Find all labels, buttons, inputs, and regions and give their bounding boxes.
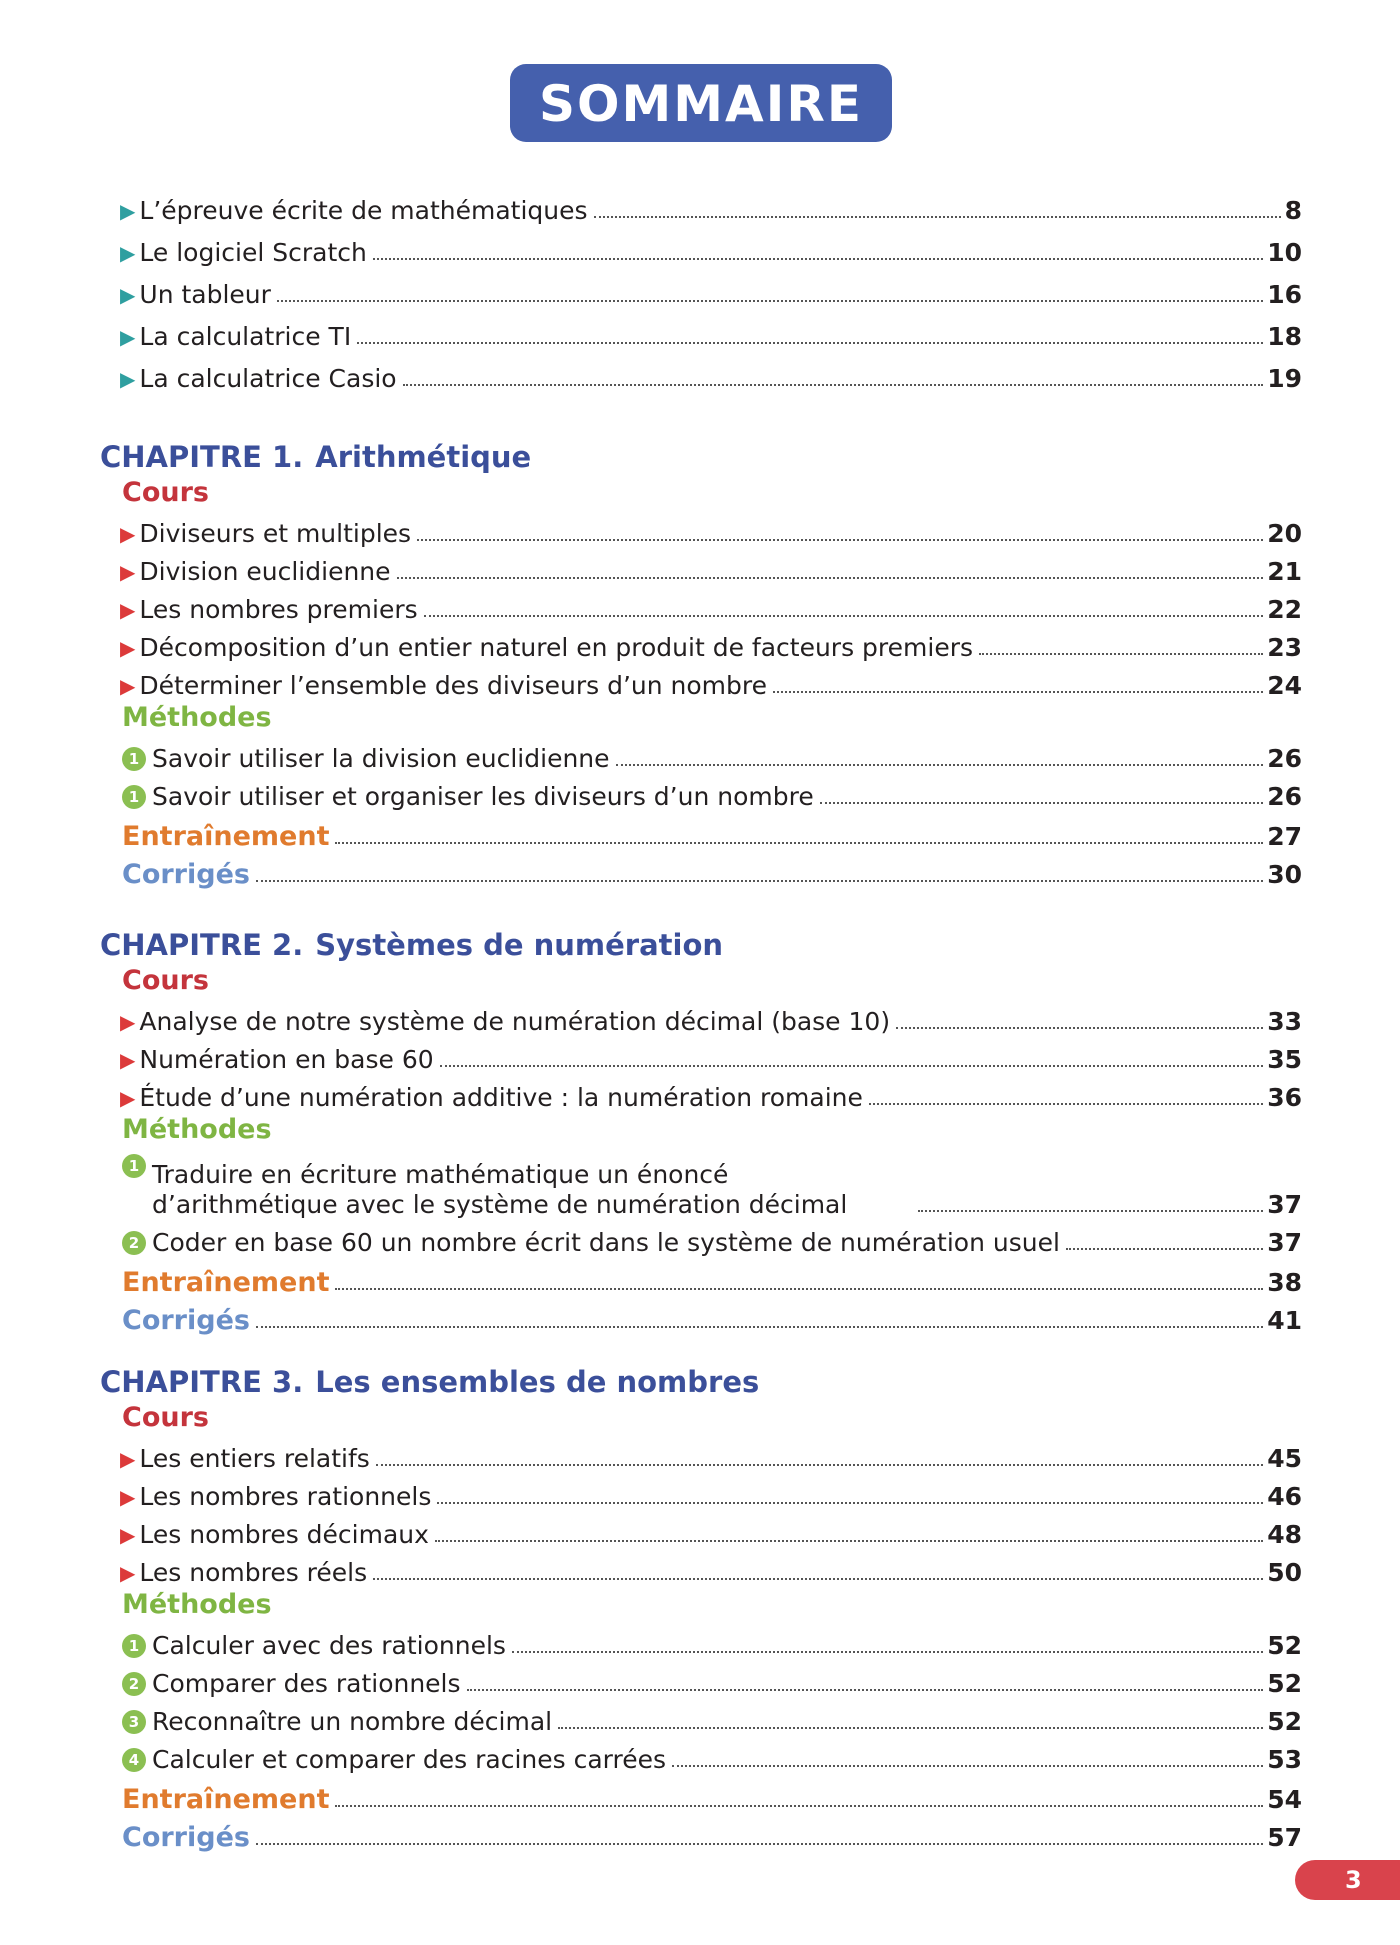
triangle-bullet-icon: ▶	[120, 636, 136, 660]
triangle-bullet-icon: ▶	[120, 1523, 136, 1547]
toc-entry-corriges[interactable]	[122, 1817, 1302, 1853]
section-cours: Cours	[122, 477, 209, 508]
toc-entry[interactable]	[120, 1039, 1302, 1075]
triangle-bullet-icon: ▶	[120, 1086, 136, 1110]
dot-leader	[376, 1464, 1263, 1466]
toc-entry[interactable]	[120, 1514, 1302, 1550]
entry-page: 53	[1267, 1745, 1302, 1774]
dot-leader	[437, 1502, 1263, 1504]
entry-label: Les nombres premiers	[139, 595, 418, 624]
entry-page: 35	[1267, 1045, 1302, 1074]
entry-label: Les entiers relatifs	[139, 1444, 370, 1473]
entry-label: Corrigés	[122, 1305, 250, 1336]
triangle-bullet-icon: ▶	[120, 1048, 136, 1072]
entry-page: 26	[1267, 744, 1302, 773]
dot-leader	[1066, 1248, 1263, 1250]
dot-leader	[467, 1689, 1264, 1691]
triangle-bullet-icon: ▶	[120, 283, 136, 307]
dot-leader	[672, 1765, 1263, 1767]
dot-leader	[397, 577, 1264, 579]
method-number-icon: 1	[122, 785, 146, 809]
toc-entry[interactable]	[120, 738, 1302, 774]
triangle-bullet-icon: ▶	[120, 325, 136, 349]
toc-entry[interactable]	[120, 1150, 1302, 1220]
dot-leader	[558, 1727, 1263, 1729]
entry-label: Entraînement	[122, 821, 330, 852]
section-cours: Cours	[122, 1402, 209, 1433]
entry-page: 50	[1267, 1558, 1302, 1587]
toc-entry[interactable]	[120, 776, 1302, 812]
method-number-icon: 1	[122, 747, 146, 771]
toc-entry[interactable]	[120, 1438, 1302, 1474]
triangle-bullet-icon: ▶	[120, 560, 136, 584]
chapter-number: CHAPITRE 3.	[100, 1365, 304, 1399]
entry-page: 45	[1267, 1444, 1302, 1473]
section-methodes: Méthodes	[122, 1114, 272, 1145]
dot-leader	[773, 691, 1263, 693]
entry-label: L’épreuve écrite de mathématiques	[139, 196, 588, 225]
entry-page: 41	[1267, 1306, 1302, 1335]
dot-leader	[616, 764, 1264, 766]
page-number-badge: 3	[1295, 1860, 1400, 1900]
entry-page: 48	[1267, 1520, 1302, 1549]
entry-page: 57	[1267, 1823, 1302, 1852]
entry-label: Les nombres réels	[139, 1558, 368, 1587]
toc-entry[interactable]	[120, 358, 1302, 394]
entry-page: 30	[1267, 860, 1302, 889]
triangle-bullet-icon: ▶	[120, 522, 136, 546]
dot-leader	[417, 539, 1263, 541]
dot-leader	[435, 1540, 1263, 1542]
chapter-name: Les ensembles de nombres	[315, 1365, 760, 1399]
dot-leader	[256, 1326, 1263, 1328]
triangle-bullet-icon: ▶	[120, 1561, 136, 1585]
toc-entry[interactable]	[120, 665, 1302, 701]
entry-label: Traduire en écriture mathématique un énoncé d’arithmétique avec le système de numération décimal	[152, 1160, 848, 1219]
dot-leader	[594, 216, 1281, 218]
entry-label: Calculer avec des rationnels	[152, 1631, 506, 1660]
entry-page: 16	[1267, 280, 1302, 309]
entry-label: Savoir utiliser la division euclidienne	[152, 744, 610, 773]
triangle-bullet-icon: ▶	[120, 1010, 136, 1034]
dot-leader	[335, 1288, 1263, 1290]
entry-page: 52	[1267, 1669, 1302, 1698]
entry-label: Un tableur	[139, 280, 271, 309]
toc-entry-corriges[interactable]	[122, 1300, 1302, 1336]
dot-leader	[440, 1065, 1264, 1067]
chapter-heading[interactable]	[100, 928, 723, 962]
toc-entry-entrainement[interactable]	[122, 1779, 1302, 1815]
entry-label: Corrigés	[122, 1822, 250, 1853]
chapter-number: CHAPITRE 2.	[100, 928, 304, 962]
dot-leader	[277, 300, 1263, 302]
dot-leader	[896, 1027, 1263, 1029]
toc-entry[interactable]	[120, 274, 1302, 310]
entry-label: Étude d’une numération additive : la numération romaine	[139, 1083, 863, 1112]
dot-leader	[256, 880, 1263, 882]
triangle-bullet-icon: ▶	[120, 241, 136, 265]
toc-entry[interactable]	[120, 1476, 1302, 1512]
toc-entry-corriges[interactable]	[122, 854, 1302, 890]
toc-entry[interactable]	[120, 1625, 1302, 1661]
toc-entry[interactable]	[120, 316, 1302, 352]
toc-entry[interactable]	[120, 1222, 1302, 1258]
toc-entry[interactable]	[120, 1001, 1302, 1037]
entry-label: Coder en base 60 un nombre écrit dans le système de numération usuel	[152, 1228, 1060, 1257]
dot-leader	[820, 802, 1263, 804]
triangle-bullet-icon: ▶	[120, 674, 136, 698]
section-cours: Cours	[122, 965, 209, 996]
entry-page: 20	[1267, 519, 1302, 548]
entry-label: Division euclidienne	[139, 557, 391, 586]
toc-entry[interactable]	[120, 627, 1302, 663]
toc-entry-entrainement[interactable]	[122, 816, 1302, 852]
toc-entry[interactable]	[120, 232, 1302, 268]
toc-entry[interactable]	[120, 1077, 1302, 1113]
entry-label: La calculatrice TI	[139, 322, 352, 351]
toc-entry[interactable]	[120, 1552, 1302, 1588]
triangle-bullet-icon: ▶	[120, 1485, 136, 1509]
entry-label: Numération en base 60	[139, 1045, 434, 1074]
method-number-icon: 1	[122, 1154, 146, 1178]
toc-entry[interactable]	[120, 551, 1302, 587]
entry-page: 37	[1267, 1228, 1302, 1257]
entry-label: Analyse de notre système de numération décimal (base 10)	[139, 1007, 891, 1036]
entry-label: Les nombres décimaux	[139, 1520, 429, 1549]
dot-leader	[256, 1843, 1263, 1845]
toc-entry[interactable]	[120, 513, 1302, 549]
triangle-bullet-icon: ▶	[120, 1447, 136, 1471]
entry-page: 24	[1267, 671, 1302, 700]
chapter-name: Arithmétique	[315, 440, 532, 474]
entry-page: 37	[1267, 1190, 1302, 1219]
dot-leader	[373, 1578, 1263, 1580]
triangle-bullet-icon: ▶	[120, 367, 136, 391]
chapter-heading[interactable]	[100, 440, 531, 474]
entry-page: 26	[1267, 782, 1302, 811]
entry-label: Entraînement	[122, 1267, 330, 1298]
entry-page: 8	[1284, 196, 1302, 225]
entry-label: Le logiciel Scratch	[139, 238, 367, 267]
entry-page: 18	[1267, 322, 1302, 351]
dot-leader	[373, 258, 1263, 260]
entry-label: Calculer et comparer des racines carrées	[152, 1745, 667, 1774]
section-methodes: Méthodes	[122, 702, 272, 733]
entry-label: Comparer des rationnels	[152, 1669, 461, 1698]
entry-label: Reconnaître un nombre décimal	[152, 1707, 553, 1736]
dot-leader	[335, 842, 1263, 844]
triangle-bullet-icon: ▶	[120, 199, 136, 223]
entry-page: 33	[1267, 1007, 1302, 1036]
section-methodes: Méthodes	[122, 1589, 272, 1620]
dot-leader	[918, 1210, 1263, 1212]
dot-leader	[357, 342, 1263, 344]
toc-entry[interactable]	[120, 1739, 1302, 1775]
entry-page: 38	[1267, 1268, 1302, 1297]
entry-page: 52	[1267, 1631, 1302, 1660]
toc-entry[interactable]	[120, 190, 1302, 226]
method-number-icon: 1	[122, 1634, 146, 1658]
method-number-icon: 2	[122, 1672, 146, 1696]
dot-leader	[424, 615, 1264, 617]
toc-entry[interactable]	[120, 1663, 1302, 1699]
dot-leader	[869, 1103, 1263, 1105]
entry-label: Les nombres rationnels	[139, 1482, 432, 1511]
dot-leader	[403, 384, 1264, 386]
entry-page: 19	[1267, 364, 1302, 393]
method-number-icon: 4	[122, 1748, 146, 1772]
chapter-heading[interactable]	[100, 1365, 759, 1399]
dot-leader	[979, 653, 1263, 655]
entry-page: 54	[1267, 1785, 1302, 1814]
triangle-bullet-icon: ▶	[120, 598, 136, 622]
entry-label: Savoir utiliser et organiser les diviseurs d’un nombre	[152, 782, 814, 811]
dot-leader	[512, 1651, 1263, 1653]
toc-entry-entrainement[interactable]	[122, 1262, 1302, 1298]
method-number-icon: 3	[122, 1710, 146, 1734]
entry-label: Déterminer l’ensemble des diviseurs d’un nombre	[139, 671, 768, 700]
method-number-icon: 2	[122, 1231, 146, 1255]
entry-page: 46	[1267, 1482, 1302, 1511]
entry-page: 27	[1267, 822, 1302, 851]
entry-page: 22	[1267, 595, 1302, 624]
entry-page: 52	[1267, 1707, 1302, 1736]
entry-label: Décomposition d’un entier naturel en produit de facteurs premiers	[139, 633, 974, 662]
chapter-number: CHAPITRE 1.	[100, 440, 304, 474]
entry-page: 10	[1267, 238, 1302, 267]
entry-page: 36	[1267, 1083, 1302, 1112]
entry-page: 23	[1267, 633, 1302, 662]
toc-entry[interactable]	[120, 1701, 1302, 1737]
dot-leader	[335, 1805, 1263, 1807]
chapter-name: Systèmes de numération	[315, 928, 724, 962]
entry-label: Corrigés	[122, 859, 250, 890]
entry-label: Diviseurs et multiples	[139, 519, 412, 548]
entry-label: Entraînement	[122, 1784, 330, 1815]
entry-page: 21	[1267, 557, 1302, 586]
toc-entry[interactable]	[120, 589, 1302, 625]
page-title: SOMMAIRE	[510, 64, 892, 142]
entry-label: La calculatrice Casio	[139, 364, 397, 393]
